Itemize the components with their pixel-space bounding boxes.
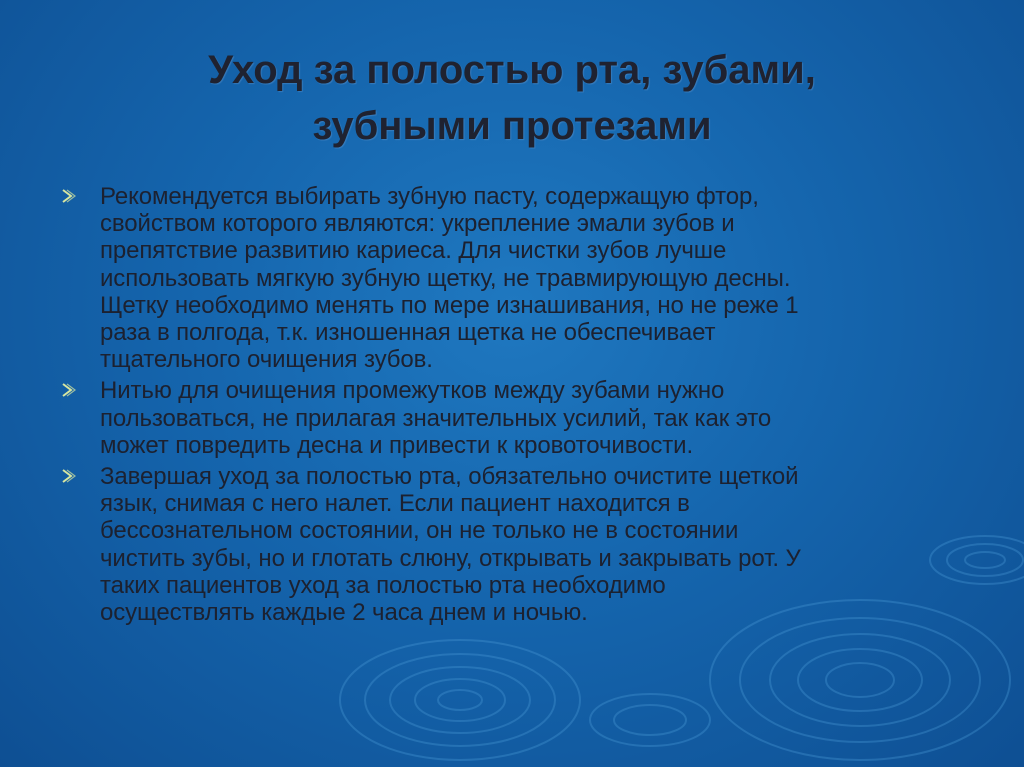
chevron-right-icon: [60, 382, 76, 398]
slide-title: [100, 42, 924, 154]
bullet-list: [60, 183, 960, 630]
chevron-right-icon: [60, 468, 76, 484]
bullet-item-toothpaste: [60, 183, 960, 373]
bullet-text: [100, 463, 960, 626]
bullet-text: [100, 377, 960, 459]
bullet-line: пользоваться, не прилагая значительных усилий, так как это: [100, 404, 772, 432]
bullet-line: Завершая уход за полостью рта, обязательно очистите щеткой: [100, 463, 799, 491]
bullet-line: осуществлять каждые 2 часа днем и ночью.: [100, 599, 588, 627]
bullet-line: чистить зубы, но и глотать слюну, открывать и закрывать рот. У: [100, 544, 801, 572]
slide-title-line-1: Уход за полостью рта, зубами,: [208, 48, 816, 92]
bullet-line: препятствие развитию кариеса. Для чистки зубов лучше: [100, 237, 727, 265]
bullet-line: Щетку необходимо менять по мере изнашивания, но не реже 1: [100, 291, 799, 319]
bullet-line: свойством которого являются: укрепление эмали зубов и: [100, 210, 735, 238]
bullet-line: Рекомендуется выбирать зубную пасту, содержащую фтор,: [100, 183, 759, 210]
bullet-line: Нитью для очищения промежутков между зубами нужно: [100, 377, 725, 405]
bullet-line: таких пациентов уход за полостью рта необходимо: [100, 571, 666, 599]
chevron-right-icon: [60, 188, 76, 204]
bullet-line: использовать мягкую зубную щетку, не травмирующую десны.: [100, 264, 791, 292]
bullet-item-tongue: [60, 463, 960, 626]
bullet-item-floss: [60, 377, 960, 459]
bullet-line: бессознательном состоянии, он не только не в состоянии: [100, 517, 739, 545]
bullet-line: язык, снимая с него налет. Если пациент находится в: [100, 490, 690, 518]
bullet-line: может повредить десна и привести к кровоточивости.: [100, 431, 694, 459]
bullet-line: раза в полгода, т.к. изношенная щетка не обеспечивает: [100, 319, 716, 347]
slide-title-line-2: зубными протезами: [312, 104, 712, 148]
bullet-text: [100, 183, 960, 373]
bullet-line: тщательного очищения зубов.: [100, 346, 433, 374]
